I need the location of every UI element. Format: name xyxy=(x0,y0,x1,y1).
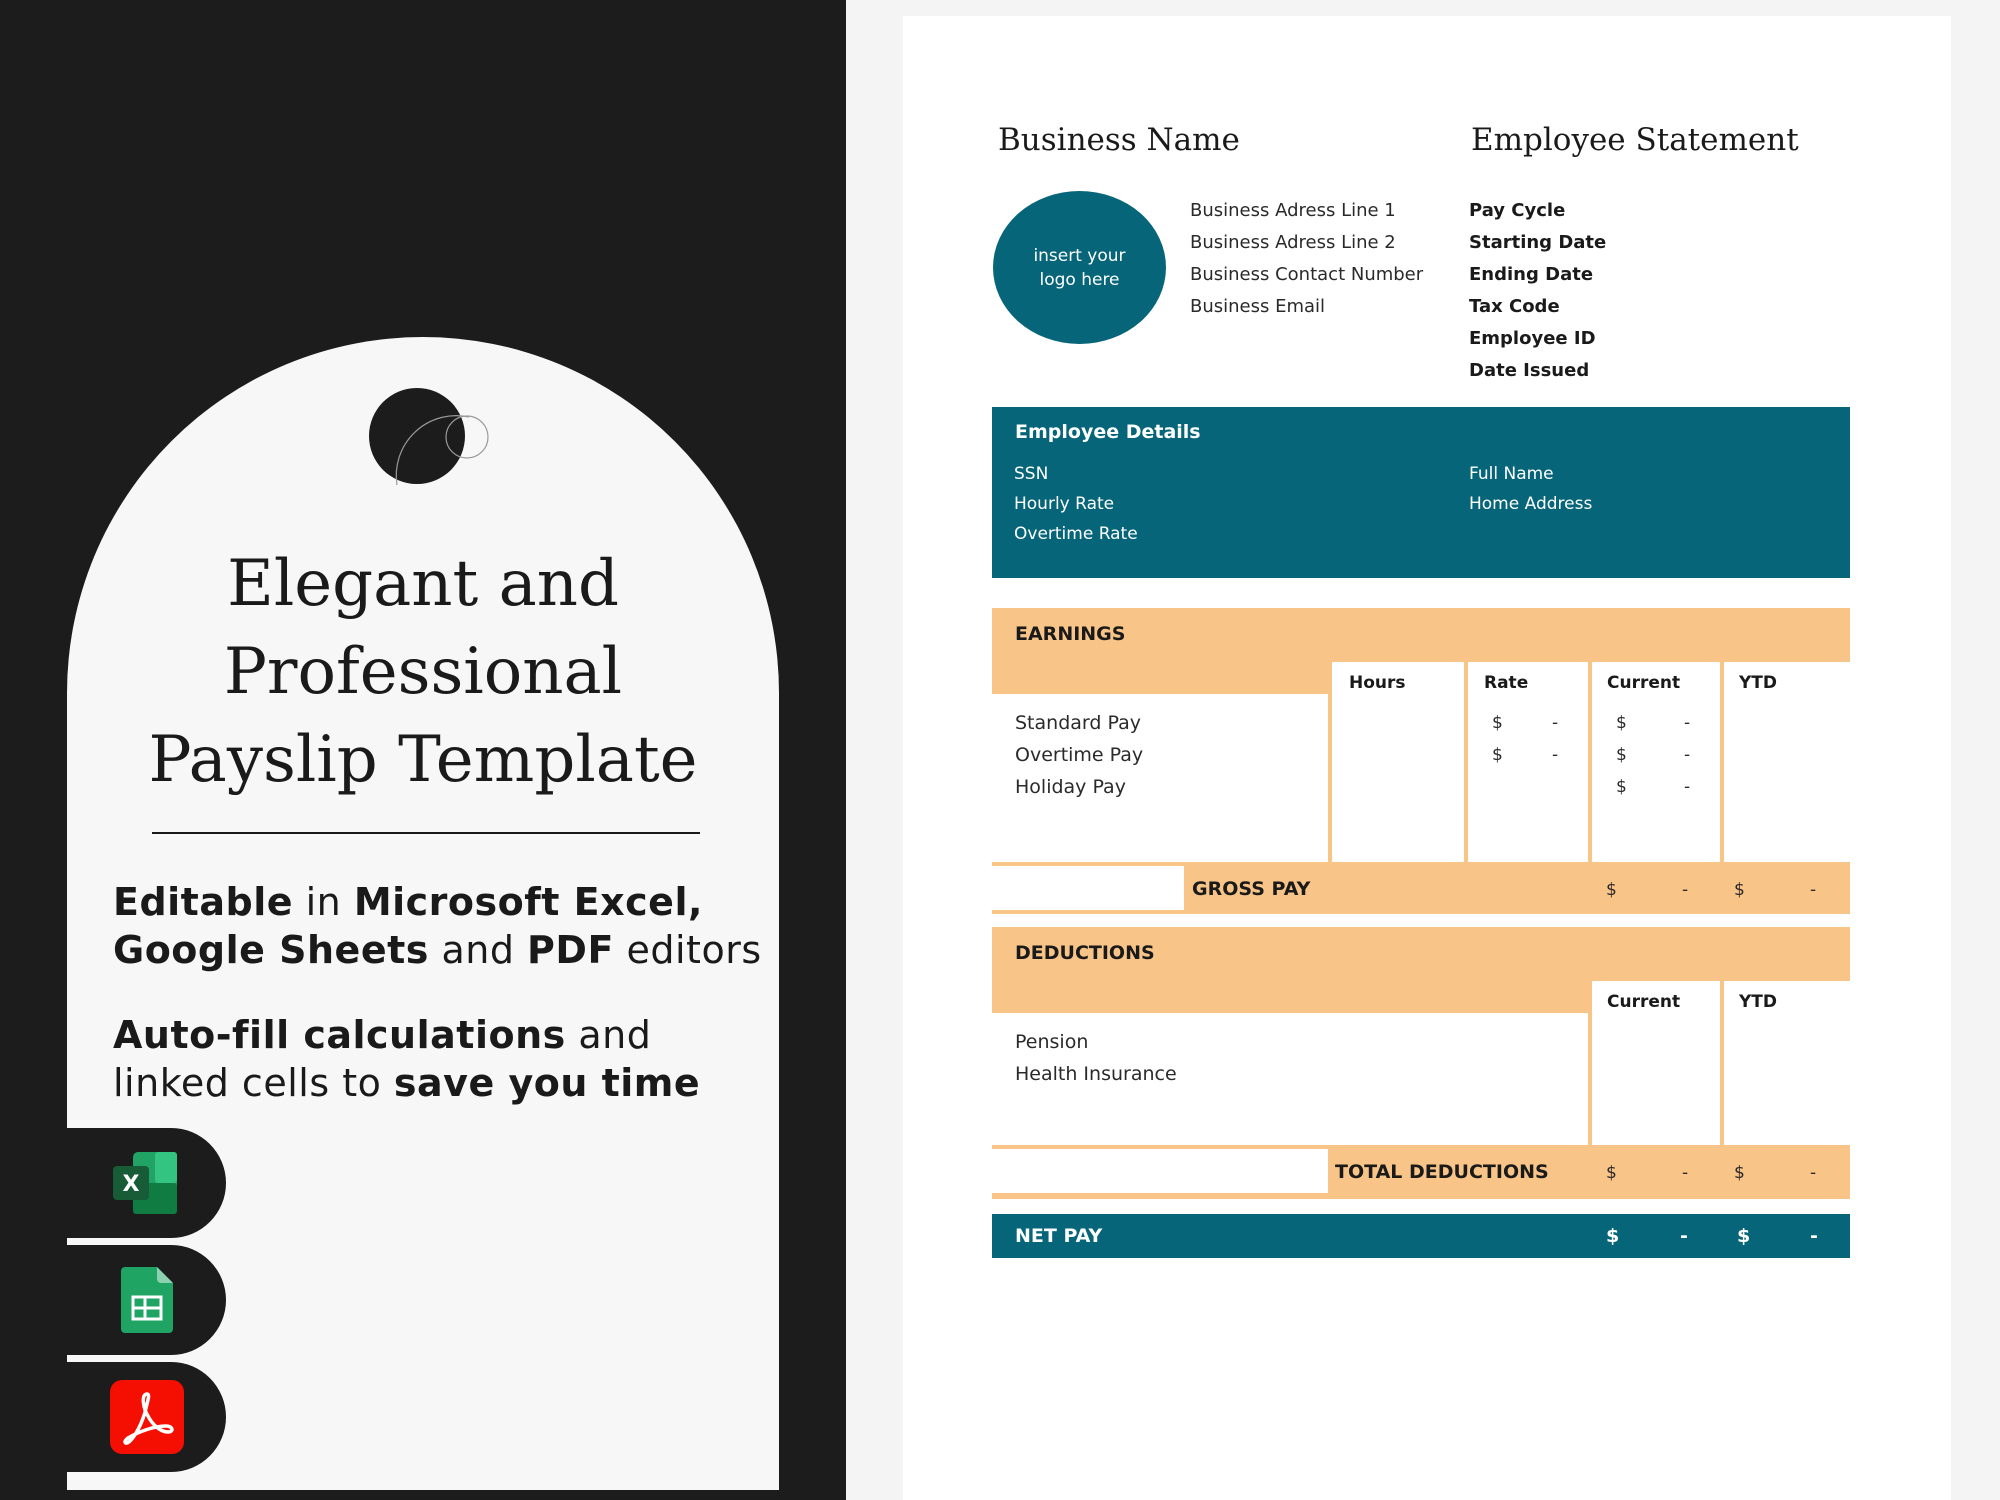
col-header-current: Current xyxy=(1607,992,1681,1012)
statement-field[interactable]: Pay Cycle xyxy=(1469,200,1566,221)
net-pay-current[interactable]: - xyxy=(1680,1225,1688,1247)
total-deductions-ytd-currency: $ xyxy=(1734,1163,1745,1183)
employee-details-right xyxy=(1469,459,1592,519)
total-deductions-current[interactable]: - xyxy=(1682,1163,1689,1183)
earnings-row-label[interactable]: Standard Pay xyxy=(1015,712,1141,734)
promo-title-line: Elegant and xyxy=(227,547,619,621)
business-name: Business Name xyxy=(998,122,1240,158)
statement-field[interactable]: Ending Date xyxy=(1469,264,1594,285)
current-currency: $ xyxy=(1616,713,1627,733)
net-pay-currency: $ xyxy=(1606,1225,1620,1247)
decorative-circles-icon xyxy=(369,387,489,487)
current-value[interactable]: - xyxy=(1684,777,1691,797)
statement-field[interactable]: Employee ID xyxy=(1469,328,1596,349)
feature-text: and xyxy=(565,1013,652,1057)
feature-text: Microsoft Excel, xyxy=(353,880,703,924)
gross-pay-currency: $ xyxy=(1606,880,1617,900)
excel-badge xyxy=(67,1128,226,1238)
excel-letter: X xyxy=(122,1172,139,1197)
business-address xyxy=(1190,195,1423,323)
employee-details-left xyxy=(1014,459,1138,549)
rate-currency: $ xyxy=(1492,745,1503,765)
feature-text: Auto-fill calculations xyxy=(113,1013,566,1057)
payslip-document xyxy=(903,16,1951,1500)
net-pay-ytd-currency: $ xyxy=(1737,1225,1751,1247)
rate-value[interactable]: - xyxy=(1552,745,1559,765)
employee-details-panel xyxy=(992,407,1850,578)
earnings-row-label[interactable]: Overtime Pay xyxy=(1015,744,1144,766)
excel-icon xyxy=(113,1152,181,1214)
earnings-section xyxy=(992,608,1850,914)
total-deductions-spacer xyxy=(992,1149,1328,1193)
adobe-pdf-icon xyxy=(110,1380,184,1454)
col-header-ytd: YTD xyxy=(1739,673,1778,693)
net-pay-bar xyxy=(992,1214,1850,1258)
col-header-hours: Hours xyxy=(1349,673,1406,693)
address-line[interactable]: Business Contact Number xyxy=(1190,264,1424,285)
col-header-current: Current xyxy=(1607,673,1681,693)
promo-title-line: Payslip Template xyxy=(148,723,698,797)
col-header-ytd: YTD xyxy=(1739,992,1778,1012)
promo-title-line: Professional xyxy=(223,635,623,709)
employee-field-ssn[interactable]: SSN xyxy=(1014,464,1049,484)
total-deductions-ytd[interactable]: - xyxy=(1810,1163,1817,1183)
total-deductions-label: TOTAL DEDUCTIONS xyxy=(1335,1161,1549,1183)
feature-text: editors xyxy=(613,928,762,972)
current-currency: $ xyxy=(1616,777,1627,797)
feature-autofill xyxy=(113,1011,773,1107)
deductions-row-label[interactable]: Pension xyxy=(1015,1031,1089,1053)
feature-text: and xyxy=(428,928,528,972)
earnings-title: EARNINGS xyxy=(1015,623,1126,645)
feature-text: PDF xyxy=(527,928,614,972)
net-pay-label: NET PAY xyxy=(1015,1225,1103,1247)
gross-pay-label: GROSS PAY xyxy=(1192,878,1311,900)
rate-currency: $ xyxy=(1492,713,1503,733)
address-line[interactable]: Business Adress Line 2 xyxy=(1190,232,1396,253)
feature-text: Google Sheets xyxy=(113,928,429,972)
statement-fields xyxy=(1469,195,1606,387)
current-currency: $ xyxy=(1616,745,1627,765)
title-divider xyxy=(152,832,700,834)
gross-pay-current[interactable]: - xyxy=(1682,880,1689,900)
gross-pay-spacer xyxy=(992,866,1184,910)
logo-placeholder[interactable] xyxy=(993,191,1166,344)
statement-field[interactable]: Starting Date xyxy=(1469,232,1607,253)
feature-editable xyxy=(113,878,773,974)
employee-field-hourly-rate[interactable]: Hourly Rate xyxy=(1014,494,1115,514)
gross-pay-ytd[interactable]: - xyxy=(1810,880,1817,900)
employee-details-title: Employee Details xyxy=(1015,421,1201,443)
google-sheets-badge xyxy=(67,1245,226,1355)
deductions-section xyxy=(992,927,1850,1199)
statement-field[interactable]: Tax Code xyxy=(1469,296,1560,317)
col-header-rate: Rate xyxy=(1484,673,1529,693)
gross-pay-ytd-currency: $ xyxy=(1734,880,1745,900)
logo-placeholder-text: insert your logo here xyxy=(1033,245,1126,290)
employee-field-home-address[interactable]: Home Address xyxy=(1469,494,1593,514)
total-deductions-currency: $ xyxy=(1606,1163,1617,1183)
net-pay-ytd[interactable]: - xyxy=(1810,1225,1818,1247)
rate-value[interactable]: - xyxy=(1552,713,1559,733)
promo-title xyxy=(67,540,779,804)
deductions-row-label[interactable]: Health Insurance xyxy=(1015,1063,1177,1085)
current-value[interactable]: - xyxy=(1684,713,1691,733)
pdf-badge xyxy=(67,1362,226,1472)
earnings-row-label[interactable]: Holiday Pay xyxy=(1015,776,1126,798)
feature-text: linked cells to xyxy=(113,1061,394,1105)
google-sheets-icon xyxy=(121,1267,173,1333)
feature-text: save you time xyxy=(393,1061,701,1105)
current-value[interactable]: - xyxy=(1684,745,1691,765)
address-line[interactable]: Business Adress Line 1 xyxy=(1190,200,1396,221)
statement-title: Employee Statement xyxy=(1471,122,1799,158)
statement-field[interactable]: Date Issued xyxy=(1469,360,1590,381)
employee-field-full-name[interactable]: Full Name xyxy=(1469,464,1554,484)
feature-text: Editable xyxy=(113,880,293,924)
employee-field-overtime-rate[interactable]: Overtime Rate xyxy=(1014,524,1138,544)
address-line[interactable]: Business Email xyxy=(1190,296,1326,317)
deductions-title: DEDUCTIONS xyxy=(1015,942,1155,964)
feature-text: in xyxy=(293,880,354,924)
